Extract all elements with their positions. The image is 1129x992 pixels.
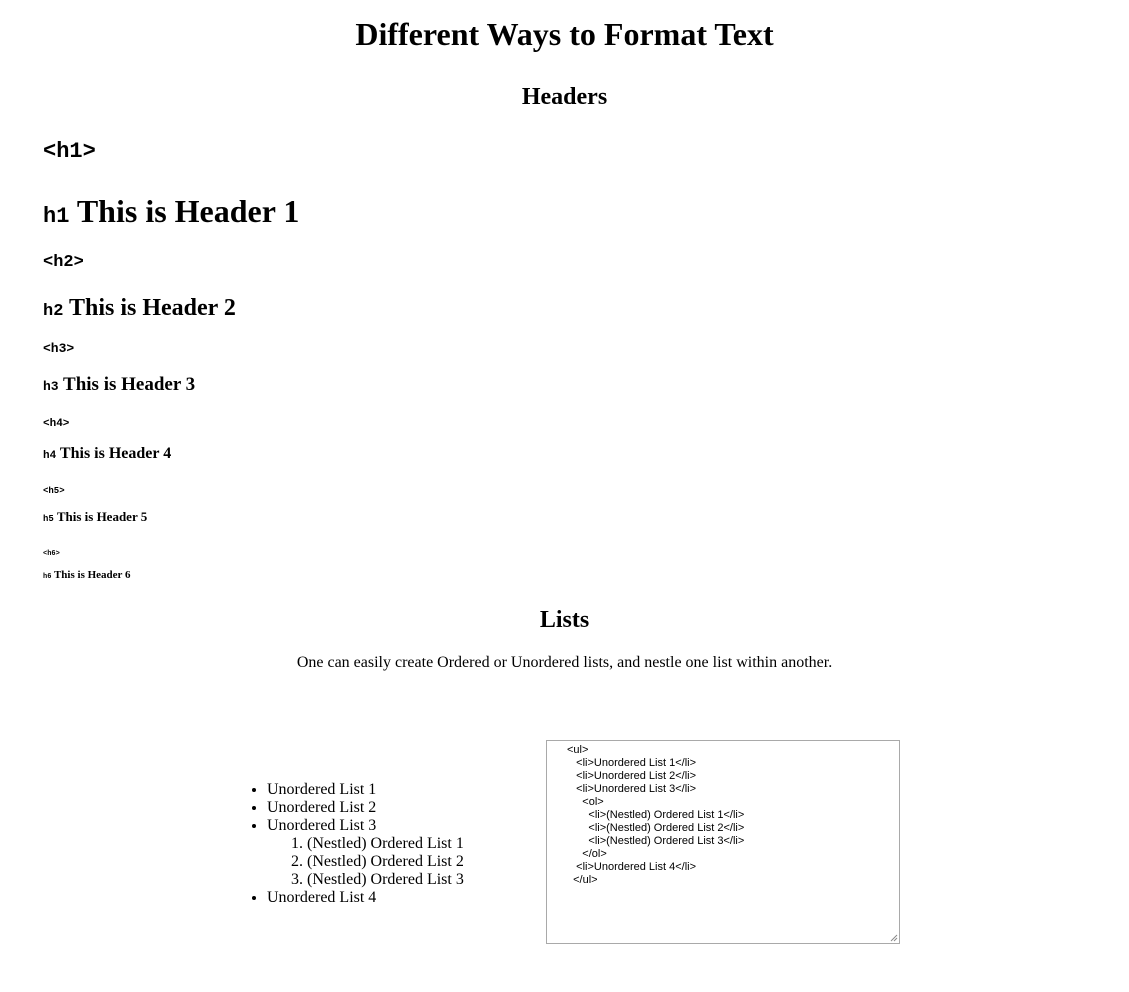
h6-tag-label: <h6> bbox=[43, 550, 60, 558]
code-line: <li>Unordered List 2</li> bbox=[576, 770, 697, 782]
h2-demo-heading bbox=[43, 293, 236, 327]
h1-demo-text: This is Header 1 bbox=[76, 193, 300, 229]
h3-demo-tag: h3 bbox=[43, 379, 59, 394]
code-line: <li>Unordered List 4</li> bbox=[576, 861, 697, 873]
list-item: 1. (Nestled) Ordered List 1 bbox=[307, 835, 464, 853]
code-line: <li>Unordered List 1</li> bbox=[576, 757, 697, 769]
h3-tag-label: <h3> bbox=[43, 341, 75, 356]
h5-tag-label: <h5> bbox=[43, 486, 65, 496]
list-item: • Unordered List 4 bbox=[267, 889, 464, 907]
h1-demo-heading bbox=[43, 192, 299, 236]
code-line: <li>(Nestled) Ordered List 1</li> bbox=[588, 809, 745, 821]
h6-demo-tag: h6 bbox=[43, 573, 52, 581]
h3-demo-heading bbox=[43, 373, 195, 399]
list-item: • Unordered List 1 bbox=[267, 781, 464, 799]
lists-description: One can easily create Ordered or Unordered lists, and nestle one list within another. bbox=[296, 654, 833, 671]
list-item bbox=[267, 817, 464, 889]
headers-section-title: Headers bbox=[521, 84, 608, 110]
page-title: Different Ways to Format Text bbox=[355, 16, 774, 52]
unordered-list-demo bbox=[227, 781, 464, 907]
resize-handle-icon[interactable] bbox=[890, 934, 898, 942]
code-line: <li>Unordered List 3</li> bbox=[576, 783, 697, 795]
code-line: <li>(Nestled) Ordered List 2</li> bbox=[588, 822, 745, 834]
code-text[interactable] bbox=[547, 741, 899, 887]
h2-tag-label: <h2> bbox=[43, 253, 84, 272]
h1-tag-label: <h1> bbox=[43, 139, 96, 164]
h5-demo-heading bbox=[43, 509, 147, 527]
h4-demo-text: This is Header 4 bbox=[59, 445, 172, 462]
h6-demo-text: This is Header 6 bbox=[53, 569, 131, 581]
code-line: <ul> bbox=[567, 744, 589, 756]
h5-demo-tag: h5 bbox=[43, 514, 54, 524]
h2-demo-tag: h2 bbox=[43, 302, 64, 321]
h4-demo-tag: h4 bbox=[43, 450, 57, 462]
h5-demo-text: This is Header 5 bbox=[56, 509, 148, 524]
code-line: </ol> bbox=[582, 848, 607, 860]
h1-demo-tag: h1 bbox=[43, 204, 70, 229]
list-item-label: Unordered List 3 bbox=[267, 817, 377, 834]
nested-ordered-list bbox=[267, 835, 464, 889]
list-item: • Unordered List 2 bbox=[267, 799, 464, 817]
h4-demo-heading bbox=[43, 444, 171, 466]
code-line: <ol> bbox=[582, 796, 604, 808]
list-item: 3. (Nestled) Ordered List 3 bbox=[307, 871, 464, 889]
code-textarea[interactable] bbox=[546, 740, 900, 944]
code-line: <li>(Nestled) Ordered List 3</li> bbox=[588, 835, 745, 847]
lists-section-title: Lists bbox=[539, 607, 590, 633]
h4-tag-label: <h4> bbox=[43, 418, 70, 430]
code-line: </ul> bbox=[567, 874, 598, 886]
h3-demo-text: This is Header 3 bbox=[63, 374, 196, 395]
list-item: 2. (Nestled) Ordered List 2 bbox=[307, 853, 464, 871]
h2-demo-text: This is Header 2 bbox=[68, 295, 236, 321]
h6-demo-heading bbox=[43, 569, 130, 584]
